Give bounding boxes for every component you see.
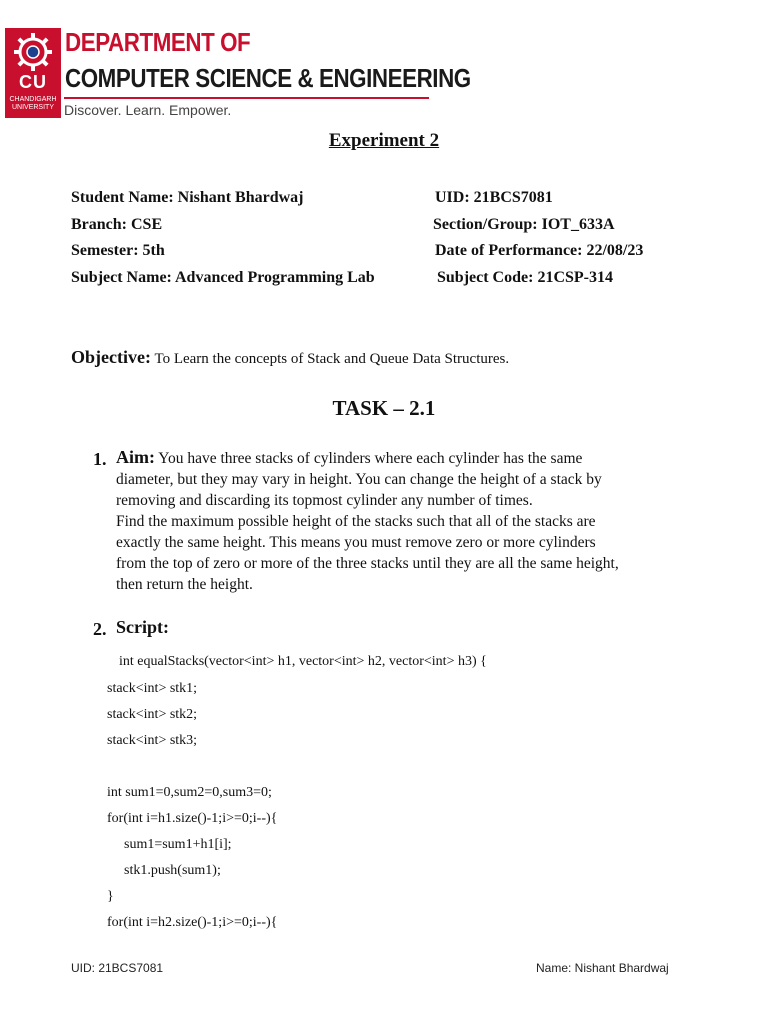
aim-line: diameter, but they may vary in height. You can change the height of a stack by [116, 471, 602, 488]
header-divider [64, 97, 429, 99]
script-number: 2. [93, 619, 107, 639]
code-line: stack<int> stk3; [107, 733, 198, 748]
student-uid: UID: 21BCS7081 [435, 189, 553, 206]
gear-emblem-icon [13, 32, 53, 72]
code-line: for(int i=h2.size()-1;i>=0;i--){ [107, 915, 278, 930]
subject-name: Subject Name: Advanced Programming Lab [71, 269, 375, 286]
aim-line: Find the maximum possible height of the stacks such that all of the stacks are [116, 513, 596, 530]
script-label: Script: [116, 617, 169, 637]
department-heading-line2: COMPUTER SCIENCE & ENGINEERING [65, 63, 471, 93]
branch: Branch: CSE [71, 216, 163, 233]
university-logo [5, 28, 61, 118]
code-line: sum1=sum1+h1[i]; [124, 837, 232, 852]
student-name: Student Name: Nishant Bhardwaj [71, 189, 304, 206]
subject-code: Subject Code: 21CSP-314 [437, 269, 613, 286]
experiment-title: Experiment 2 [328, 130, 440, 151]
logo-cu-text: CU [19, 72, 47, 92]
date-of-performance: Date of Performance: 22/08/23 [435, 242, 644, 259]
footer-name: Name: Nishant Bhardwaj [536, 961, 669, 975]
aim-label: Aim: [116, 447, 155, 467]
aim-line: exactly the same height. This means you must remove zero or more cylinders [116, 534, 596, 551]
aim-line: You have three stacks of cylinders where each cylinder has the same [155, 450, 583, 467]
department-heading-line1: DEPARTMENT OF [65, 27, 251, 57]
semester: Semester: 5th [71, 242, 165, 259]
section-group: Section/Group: IOT_633A [433, 216, 615, 233]
objective-text: To Learn the concepts of Stack and Queue Data Structures. [150, 351, 510, 367]
aim-line: removing and discarding its topmost cylinder any number of times. [116, 492, 533, 509]
code-line: int sum1=0,sum2=0,sum3=0; [107, 785, 272, 800]
logo-university-text: CHANDIGARH UNIVERSITY [9, 96, 57, 111]
code-line: stack<int> stk2; [107, 707, 198, 722]
code-line: int equalStacks(vector<int> h1, vector<int> h2, vector<int> h3) { [119, 654, 487, 669]
task-heading: TASK – 2.1 [332, 396, 436, 420]
footer-uid: UID: 21BCS7081 [71, 961, 164, 975]
objective [71, 347, 509, 368]
code-line: stack<int> stk1; [107, 681, 198, 696]
code-line: for(int i=h1.size()-1;i>=0;i--){ [107, 811, 278, 826]
aim-number: 1. [93, 449, 107, 469]
tagline: Discover. Learn. Empower. [64, 102, 232, 118]
code-line: } [107, 889, 114, 904]
aim-line: from the top of zero or more of the three stacks until they are all the same height, [116, 555, 619, 572]
aim-first-line [116, 447, 582, 468]
objective-label: Objective: [71, 347, 151, 367]
aim-line: then return the height. [116, 576, 253, 593]
code-line: stk1.push(sum1); [124, 863, 221, 878]
